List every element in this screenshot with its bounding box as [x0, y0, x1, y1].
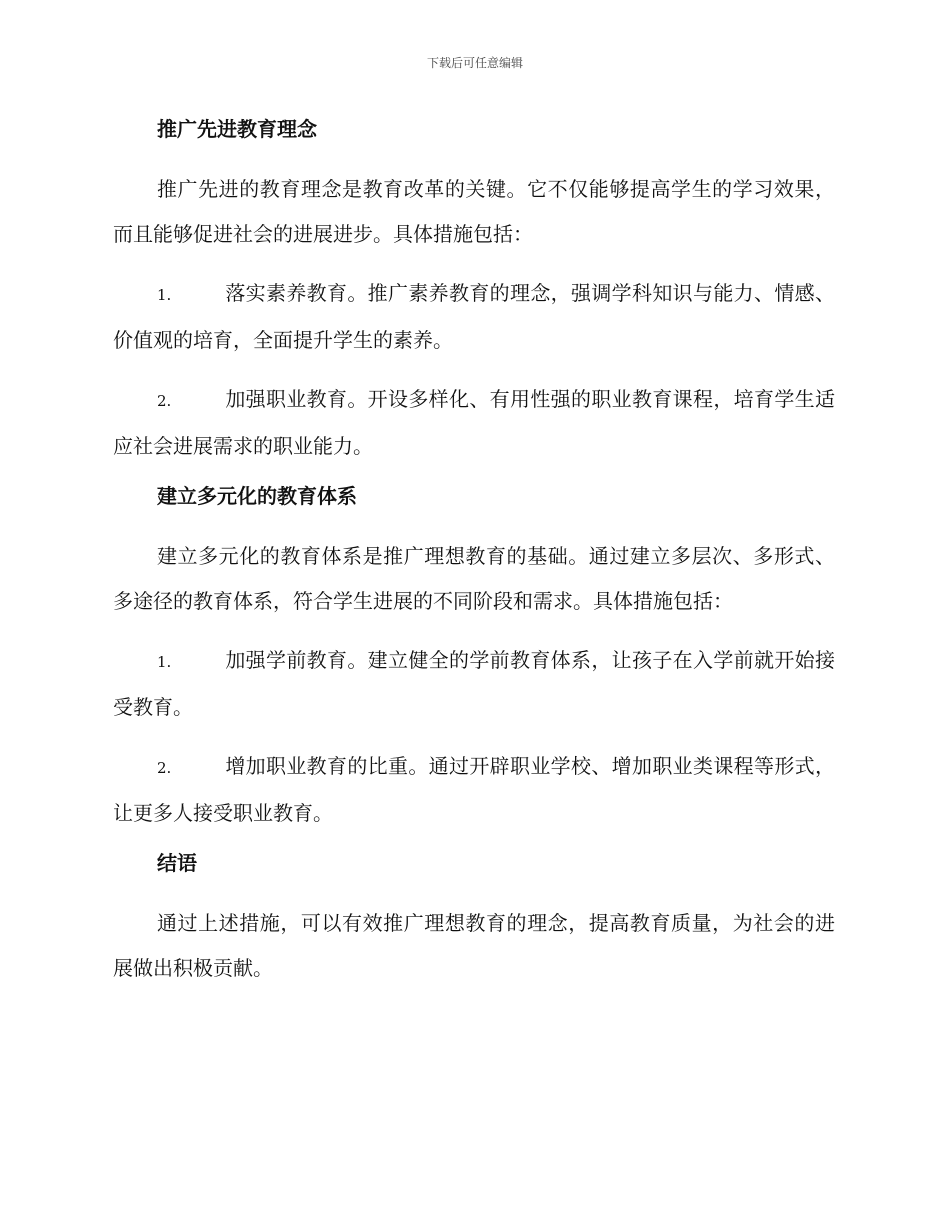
section-heading: 推广先进教育理念	[157, 117, 317, 141]
list-item-number: 2.	[157, 759, 172, 777]
document-body	[113, 112, 835, 1005]
list-item	[113, 638, 835, 730]
section-heading: 结语	[157, 851, 197, 875]
list-item-text: 落实素养教育。推广素养教育的理念，强调学科知识与能力、情感、价值观的培育，全面提升学生的素养。	[113, 281, 835, 352]
list-item-number: 2.	[157, 392, 172, 410]
section-intro: 建立多元化的教育体系是推广理想教育的基础。通过建立多层次、多形式、多途径的教育体系，符合学生进展的不同阶段和需求。具体措施包括：	[113, 544, 835, 613]
list-item-text: 增加职业教育的比重。通过开辟职业学校、增加职业类课程等形式，让更多人接受职业教育。	[113, 754, 835, 825]
list-item-number: 1.	[157, 653, 172, 671]
list-item-number: 1.	[157, 286, 172, 304]
section-heading: 建立多元化的教育体系	[157, 484, 357, 508]
list-item	[113, 744, 835, 836]
page-header: 下载后可任意编辑	[426, 56, 523, 70]
list-item	[113, 377, 835, 469]
list-item	[113, 271, 835, 363]
section-intro: 通过上述措施，可以有效推广理想教育的理念，提高教育质量，为社会的进展做出积极贡献。	[113, 911, 835, 980]
list-item-text: 加强职业教育。开设多样化、有用性强的职业教育课程，培育学生适应社会进展需求的职业能力。	[113, 387, 835, 458]
list-item-text: 加强学前教育。建立健全的学前教育体系，让孩子在入学前就开始接受教育。	[113, 648, 835, 719]
section-intro: 推广先进的教育理念是教育改革的关键。它不仅能够提高学生的学习效果，而且能够促进社会的进展进步。具体措施包括：	[113, 177, 835, 246]
